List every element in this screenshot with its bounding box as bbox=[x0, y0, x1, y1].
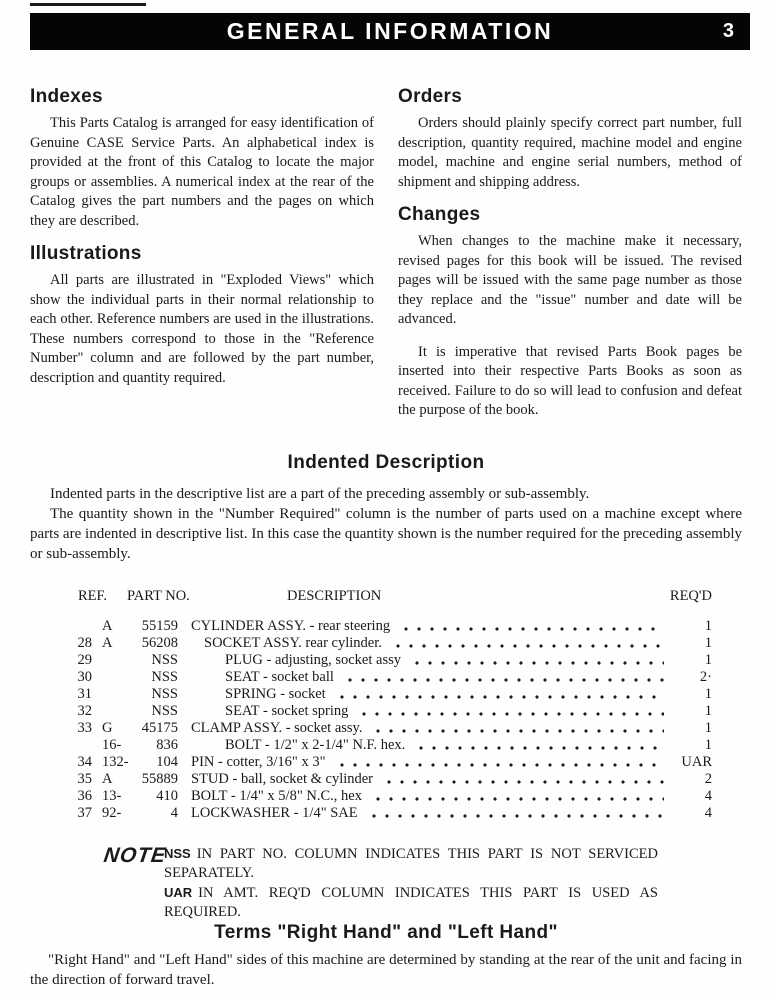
table-row bbox=[72, 788, 712, 805]
note-term: UAR bbox=[164, 885, 193, 900]
table-row bbox=[72, 771, 712, 788]
table-row bbox=[72, 686, 712, 703]
description-cell: SEAT - socket spring bbox=[225, 703, 349, 719]
illustrations-heading: Illustrations bbox=[30, 243, 142, 264]
description-cell: LOCKWASHER - 1/4" SAE bbox=[191, 805, 358, 821]
part-number-cell: 55159 bbox=[141, 618, 178, 634]
qty-cell: 4 bbox=[704, 788, 712, 804]
part-number-cell: 45175 bbox=[141, 720, 178, 736]
part-number-cell: NSS bbox=[151, 686, 178, 702]
part-number-cell: NSS bbox=[151, 669, 178, 685]
qty-cell: 1 bbox=[704, 737, 712, 753]
description-cell: SPRING - socket bbox=[225, 686, 326, 702]
description-cell: BOLT - 1/2" x 2-1/4" N.F. hex. bbox=[225, 737, 406, 753]
qty-cell: 1 bbox=[704, 635, 712, 651]
part-number-cell: NSS bbox=[151, 652, 178, 668]
leader-dots bbox=[372, 788, 664, 805]
table-row bbox=[72, 805, 712, 822]
part-number-cell: 836 bbox=[156, 737, 178, 753]
part-prefix-cell: 132- bbox=[102, 754, 129, 770]
part-prefix-cell: A bbox=[102, 635, 113, 651]
two-column-text bbox=[30, 86, 742, 421]
qty-cell: 2· bbox=[699, 669, 712, 685]
qty-cell: 1 bbox=[704, 618, 712, 634]
indented-description-paragraph-2: The quantity shown in the "Number Required" column is the number of parts used on a machine except where parts are indented in descriptive list. In this case the quantity shown is the number required for the preceding assembly or sub-assembly. bbox=[30, 506, 742, 562]
leader-dots bbox=[383, 771, 664, 788]
terms-heading: Terms "Right Hand" and "Left Hand" bbox=[214, 922, 558, 943]
leader-dots bbox=[344, 669, 664, 686]
ref-cell: 32 bbox=[77, 703, 92, 719]
table-row bbox=[72, 635, 712, 652]
qty-cell: 1 bbox=[704, 686, 712, 702]
indexes-heading: Indexes bbox=[30, 86, 103, 107]
note-text: IN AMT. REQ'D COLUMN INDICATES THIS PART IS USED AS REQUIRED. bbox=[164, 885, 658, 920]
part-number-cell: 410 bbox=[156, 788, 178, 804]
ref-cell: 36 bbox=[77, 788, 92, 804]
table-row bbox=[72, 737, 712, 754]
part-number-cell: 104 bbox=[156, 754, 178, 770]
parts-table-body bbox=[72, 618, 712, 822]
ref-cell: 33 bbox=[77, 720, 92, 736]
changes-paragraph-2: It is imperative that revised Parts Book pages be inserted into their respective Parts Books as soon as received. Failure to do so will lead to confusion and defeat the purpose of the book. bbox=[398, 343, 742, 418]
indented-description-body bbox=[30, 484, 742, 564]
description-cell: BOLT - 1/4" x 5/8" N.C., hex bbox=[191, 788, 362, 804]
note-item bbox=[164, 883, 658, 922]
qty-cell: 4 bbox=[704, 805, 712, 821]
note-term: NSS bbox=[164, 846, 191, 861]
note-block bbox=[100, 844, 660, 922]
changes-heading: Changes bbox=[398, 204, 481, 225]
leader-dots bbox=[358, 703, 664, 720]
indented-description-heading: Indented Description bbox=[287, 452, 485, 473]
qty-cell: 1 bbox=[704, 652, 712, 668]
table-row bbox=[72, 652, 712, 669]
qty-cell: UAR bbox=[681, 754, 712, 770]
table-row bbox=[72, 618, 712, 635]
table-row bbox=[72, 669, 712, 686]
part-prefix-cell: 13- bbox=[102, 788, 122, 804]
indented-description-paragraph-1: Indented parts in the descriptive list are a part of the preceding assembly or sub-assembly. bbox=[50, 486, 590, 502]
note-item bbox=[164, 844, 658, 883]
note-items bbox=[164, 844, 658, 922]
ref-cell: 37 bbox=[77, 805, 92, 821]
parts-table-header bbox=[72, 588, 712, 605]
page-header-bar bbox=[30, 13, 750, 50]
changes-paragraph-1: When changes to the machine make it necessary, revised pages for this book will be issued. The revised pages will be issued with the same page number as those they replace and the "issue" number and date will be advanced. bbox=[398, 233, 742, 327]
page-number: 3 bbox=[722, 20, 734, 42]
part-number-cell: 4 bbox=[170, 805, 178, 821]
qty-cell: 1 bbox=[704, 720, 712, 736]
ref-cell: 30 bbox=[77, 669, 92, 685]
description-cell: PIN - cotter, 3/16" x 3" bbox=[191, 754, 326, 770]
qty-cell: 1 bbox=[704, 703, 712, 719]
qty-cell: 2 bbox=[704, 771, 712, 787]
leader-dots bbox=[392, 635, 664, 652]
note-label: NOTE bbox=[102, 844, 168, 867]
orders-heading: Orders bbox=[398, 86, 463, 107]
parts-table bbox=[72, 588, 712, 822]
part-number-cell: 55889 bbox=[141, 771, 178, 787]
description-cell: PLUG - adjusting, socket assy bbox=[225, 652, 401, 668]
leader-dots bbox=[415, 737, 664, 754]
description-cell: CYLINDER ASSY. - rear steering bbox=[191, 618, 391, 634]
reqd-column-header: REQ'D bbox=[669, 588, 712, 604]
ref-cell: 35 bbox=[77, 771, 92, 787]
leader-dots bbox=[368, 805, 664, 822]
description-column-header: DESCRIPTION bbox=[287, 588, 382, 604]
ref-cell: 29 bbox=[77, 652, 92, 668]
page-title: GENERAL INFORMATION bbox=[226, 18, 554, 44]
description-cell: STUD - ball, socket & cylinder bbox=[191, 771, 374, 787]
part-number-cell: 56208 bbox=[141, 635, 178, 651]
terms-body: "Right Hand" and "Left Hand" sides of this machine are determined by standing at the rear of the unit and facing in the direction of forward travel. bbox=[30, 952, 742, 988]
left-column bbox=[30, 86, 374, 421]
part-prefix-cell: 16- bbox=[102, 737, 122, 753]
description-cell: SEAT - socket ball bbox=[225, 669, 334, 685]
ref-cell: 34 bbox=[77, 754, 92, 770]
right-column bbox=[398, 86, 742, 421]
leader-dots bbox=[400, 618, 664, 635]
orders-body: Orders should plainly specify correct part number, full description, quantity required, machine model and engine model, machine and engine serial numbers, method of shipment and shipping address. bbox=[398, 115, 742, 190]
leader-dots bbox=[411, 652, 664, 669]
note-text: IN PART NO. COLUMN INDICATES THIS PART IS NOT SERVICED SEPARATELY. bbox=[164, 846, 658, 881]
part-prefix-cell: G bbox=[102, 720, 113, 736]
part-no-column-header: PART NO. bbox=[127, 588, 190, 604]
table-row bbox=[72, 754, 712, 771]
leader-dots bbox=[336, 754, 665, 771]
scan-edge-line bbox=[30, 3, 146, 6]
leader-dots bbox=[336, 686, 664, 703]
part-prefix-cell: A bbox=[102, 618, 113, 634]
indexes-body: This Parts Catalog is arranged for easy identification of Genuine CASE Service Parts. An alphabetical index is provided at the front of this Catalog to locate the major groups or assemblies. A numerical index at the rear of the Catalog gives the part numbers and the pages on which they are described. bbox=[30, 115, 374, 229]
description-cell: CLAMP ASSY. - socket assy. bbox=[191, 720, 363, 736]
part-prefix-cell: 92- bbox=[102, 805, 122, 821]
part-prefix-cell: A bbox=[102, 771, 113, 787]
table-row bbox=[72, 703, 712, 720]
table-row bbox=[72, 720, 712, 737]
part-number-cell: NSS bbox=[151, 703, 178, 719]
ref-column-header: REF. bbox=[78, 588, 108, 604]
description-cell: SOCKET ASSY. rear cylinder. bbox=[204, 635, 382, 651]
ref-cell: 31 bbox=[77, 686, 92, 702]
illustrations-body: All parts are illustrated in "Exploded Views" which show the individual parts in their normal relationship to each other. Reference numbers are used in the illustrations. These numbers correspond to those in the "Reference Number" column and are followed by the part number, description and quantity required. bbox=[30, 272, 374, 386]
ref-cell: 28 bbox=[77, 635, 92, 651]
leader-dots bbox=[372, 720, 664, 737]
